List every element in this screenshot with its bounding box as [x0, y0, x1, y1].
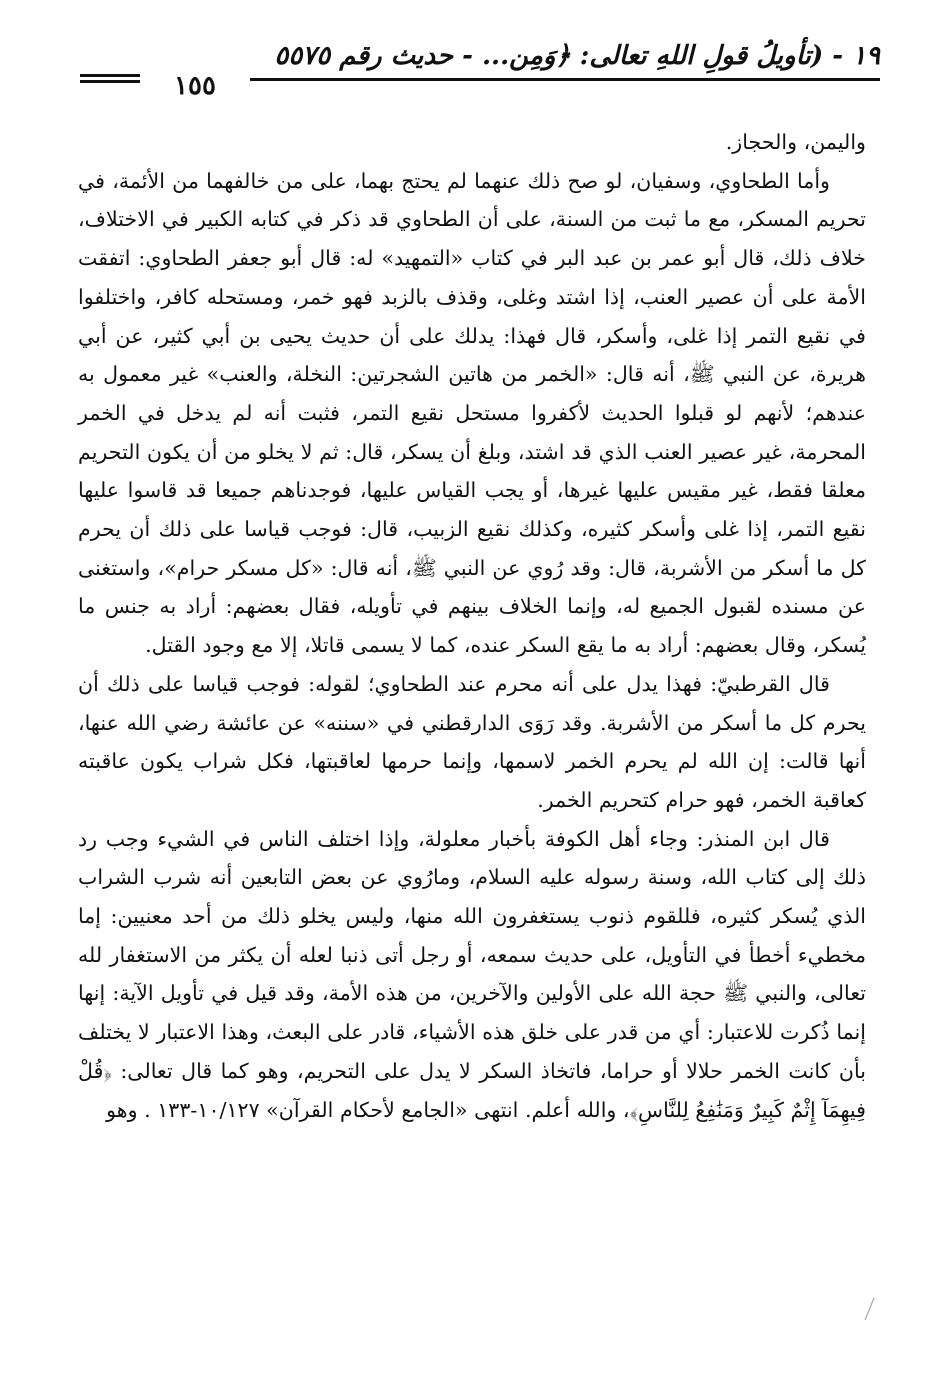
page-number: ١٥٥ [174, 71, 216, 101]
running-header-title: ١٩ - (تأويلُ قولِ اللهِ تعالى: ﴿وَمِن... - حديث رقم ٥٥٧٥ [274, 41, 880, 71]
paragraph-4: قال ابن المنذر: وجاء أهل الكوفة بأخبار معلولة، وإذا اختلف الناس في الشيء وجب رد ذلك إلى كتاب الله، وسنة رسوله عليه السلام، ومارُوي عن بعض التابعين أنه شرب الشراب الذي يُسكر كثيره، فللقوم ذنوب يستغفرون الله منها، وليس يخلو ذلك من أحد معنيين: إما مخطيء أخطأ في التأويل، على حديث سمعه، أو رجل أتى ذنبا لعله أن يكثر من الاستغفار لله تعالى، والنبي ﷺ حجة الله على الأولين والآخرين، من هذه الأمة، وقد قيل في تأويل الآية: إنها إنما ذُكرت للاعتبار: أي من قدر على خلق هذه الأشياء، قادر على البعث، وهذا الاعتبار لا يختلف بأن كانت الخمر حلالا أو حراما، فاتخاذ السكر لا يدل على التحريم، وهو كما قال تعالى: ﴿قُلْ فِيهِمَآ إِثْمٌ كَبِيرٌ وَمَنَٰفِعُ لِلنَّاسِ﴾، والله أعلم. انتهى «الجامع لأحكام القرآن» ١٠/١٢٧-١٣٣ . وهو [78, 826, 866, 1122]
paragraph-2: وأما الطحاوي، وسفيان، لو صح ذلك عنهما لم يحتج بهما، على من خالفهما من الأئمة، في تحريم المسكر، مع ما ثبت من السنة، على أن الطحاوي قد ذكر في كتابه الكبير في الاختلاف، خلاف ذلك، قال أبو عمر بن عبد البر في كتاب «التمهيد» له: قال أبو جعفر الطحاوي: اتفقت الأمة على أن عصير العنب، إذا اشتد وغلى، وقذف بالزبد فهو خمر، ومستحله كافر، واختلفوا في نقيع التمر إذا غلى، وأسكر، قال فهذا: يدلك على أن حديث يحيى بن أبي كثير، عن أبي هريرة، عن النبي ﷺ، أنه قال: «الخمر من هاتين الشجرتين: النخلة، والعنب» غير معمول به عندهم؛ لأنهم لو قبلوا الحديث لأكفروا مستحل نقيع التمر، فثبت أنه لم يدخل في الخمر المحرمة، غير عصير العنب الذي قد اشتد، وبلغ أن يسكر، قال: ثم لا يخلو من أن يكون التحريم معلقا فقط، غير مقيس عليها غيرها، أو يجب القياس عليها، فوجدناهم جميعا قد قاسوا عليها نقيع التمر، إذا غلى وأسكر كثيره، وكذلك نقيع الزبيب، قال: فوجب قياسا على ذلك أن يحرم كل ما أسكر من الأشربة، قال: وقد رُوي عن النبي ﷺ، أنه قال: «كل مسكر حرام»، واستغنى عن مسنده لقبول الجميع له، وإنما الخلاف بينهم في تأويله، فقال بعضهم: أراد به جنس ما يُسكر، وقال بعضهم: أراد به ما يقع السكر عنده، كما لا يسمى قاتلا، إلا مع وجود القتل. [78, 168, 866, 658]
paragraph-3: قال القرطبيّ: فهذا يدل على أنه محرم عند الطحاوي؛ لقوله: فوجب قياسا على ذلك أن يحرم كل ما أسكر من الأشربة. وقد رَوَى الدارقطني في «سننه» عن عائشة رضي الله عنها، أنها قالت: إن الله لم يحرم الخمر لاسمها، وإنما حرمها لعاقبتها، فكل شراب يكون عاقبته كعاقبة الخمر، فهو حرام كتحريم الخمر. [78, 671, 866, 812]
header-rule [250, 78, 880, 81]
header-double-rule [80, 74, 140, 86]
body-text [78, 123, 866, 1129]
stray-pen-mark [862, 1296, 876, 1322]
paragraph-1: واليمن، والحجاز. [725, 130, 866, 154]
